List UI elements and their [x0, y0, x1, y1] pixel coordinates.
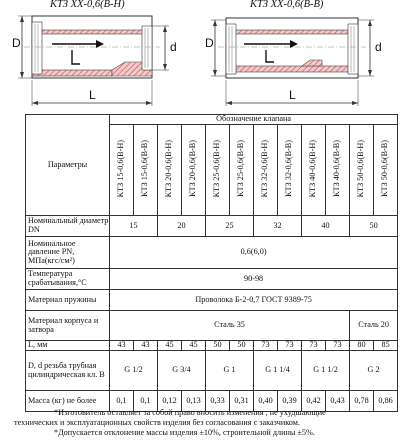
footnote-line: технических и эксплуатационных свойств изделия без согласования с заказчиком. — [14, 417, 300, 427]
length-label: L, мм — [26, 341, 110, 351]
table-cell: 73 — [278, 341, 302, 351]
table-cell: 0,33 — [206, 391, 230, 412]
spring-label: Материал пружины — [26, 290, 110, 311]
table-cell: 0,1 — [134, 391, 158, 412]
table-cell: G 2 — [350, 351, 398, 391]
left-D-label: D — [12, 36, 21, 50]
table-cell: 0,39 — [278, 391, 302, 412]
body-material-label: Материал корпуса и затвора — [26, 311, 110, 341]
right-L-label: L — [289, 88, 296, 102]
model-header: КТЗ 32-0,6(В-Н) — [254, 125, 278, 216]
table-cell: 0,40 — [254, 391, 278, 412]
model-header: КТЗ 15-0,6(В-Н) — [110, 125, 134, 216]
table-row — [26, 341, 398, 351]
footnotes — [14, 408, 396, 438]
model-header: КТЗ 25-0,6(В-В) — [230, 125, 254, 216]
table-cell: 43 — [110, 341, 134, 351]
table-cell: 0,86 — [374, 391, 398, 412]
model-header: КТЗ 50-0,6(В-Н) — [350, 125, 374, 216]
table-cell: 15 — [110, 216, 158, 237]
model-header: КТЗ 20-0,6(В-В) — [182, 125, 206, 216]
table-cell: 0,6(6,0) — [110, 237, 398, 269]
table-cell: 50 — [230, 341, 254, 351]
left-L-label: L — [89, 88, 96, 102]
thread-label: D, d резьба трубная цилиндрическая кл. В — [26, 351, 110, 391]
table-cell: 73 — [326, 341, 350, 351]
model-header: КТЗ 50-0,6(В-В) — [374, 125, 398, 216]
table-cell: 50 — [350, 216, 398, 237]
temp-label: Температура срабатывания,°С — [26, 269, 110, 290]
pressure-label: Номинальное давление PN, МПа(кгс/см²) — [26, 237, 110, 269]
dn-label: Номинальный диаметр DN — [26, 216, 110, 237]
table-row — [26, 311, 398, 341]
right-drawing-title: КТЗ ХХ-0,6(В-В) — [250, 0, 324, 10]
valve-drawings — [0, 0, 400, 112]
table-cell: 80 — [350, 341, 374, 351]
table-cell: 73 — [254, 341, 278, 351]
table-cell: Сталь 20 — [350, 311, 398, 341]
table-cell: 0,78 — [350, 391, 374, 412]
model-header: КТЗ 40-0,6(В-Н) — [302, 125, 326, 216]
table-cell: 0,42 — [302, 391, 326, 412]
table-cell: 90-98 — [110, 269, 398, 290]
right-d-label: d — [375, 40, 382, 54]
table-cell: 0,43 — [326, 391, 350, 412]
valve-drawing-svg — [0, 0, 400, 112]
table-cell: G 1/2 — [110, 351, 158, 391]
model-header: КТЗ 25-0,6(В-Н) — [206, 125, 230, 216]
table-cell: 40 — [302, 216, 350, 237]
spec-table — [25, 114, 398, 412]
table-cell: 25 — [206, 216, 254, 237]
table-cell: 85 — [374, 341, 398, 351]
model-header: КТЗ 40-0,6(В-В) — [326, 125, 350, 216]
table-cell: 0,12 — [158, 391, 182, 412]
table-row — [26, 216, 398, 237]
params-header: Параметры — [26, 115, 110, 216]
table-cell: G 1 1/4 — [254, 351, 302, 391]
table-cell: 32 — [254, 216, 302, 237]
table-cell: G 1 1/2 — [302, 351, 350, 391]
table-cell: 45 — [158, 341, 182, 351]
left-d-label: d — [170, 40, 177, 54]
table-cell: 73 — [302, 341, 326, 351]
table-cell: 43 — [134, 341, 158, 351]
table-row — [26, 237, 398, 269]
table-cell: G 3/4 — [158, 351, 206, 391]
mass-label: Масса (кг) не более — [26, 391, 110, 412]
footnote-line: *Изготовитель оставляет за собой право вносить изменения , не ухудшающие — [54, 408, 326, 417]
footnote-line: *Допускается отклонение массы изделия ±10%, строительной длины ±5%. — [54, 427, 315, 437]
right-D-label: D — [205, 36, 214, 50]
table-cell: 0,1 — [110, 391, 134, 412]
table-cell: 45 — [182, 341, 206, 351]
table-row — [26, 351, 398, 391]
table-cell: Проволока Б-2-0,7 ГОСТ 9389-75 — [110, 290, 398, 311]
left-drawing-title: КТЗ ХХ-0,6(В-Н) — [50, 0, 125, 10]
table-cell: 20 — [158, 216, 206, 237]
table-cell: 0,13 — [182, 391, 206, 412]
model-header: КТЗ 32-0,6(В-В) — [278, 125, 302, 216]
table-row — [26, 290, 398, 311]
model-header: КТЗ 15-0,6(В-В) — [134, 125, 158, 216]
table-cell: G 1 — [206, 351, 254, 391]
model-header: КТЗ 20-0,6(В-Н) — [158, 125, 182, 216]
table-cell: 50 — [206, 341, 230, 351]
table-row — [26, 269, 398, 290]
table-cell: 0,31 — [230, 391, 254, 412]
table-cell: Сталь 35 — [110, 311, 350, 341]
designation-header: Обозначение клапана — [110, 115, 398, 125]
